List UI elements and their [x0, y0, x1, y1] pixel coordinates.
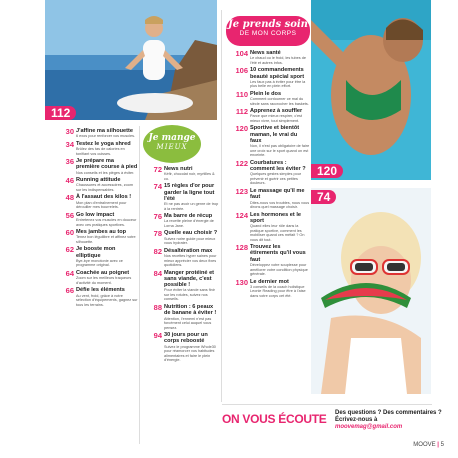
toc-title: Ma barre de récup [164, 213, 213, 220]
toc-title: J'affine ma silhouette [76, 128, 133, 134]
toc-page-number: 82 [153, 246, 162, 256]
yoga-photo [45, 0, 217, 120]
toc-title: Les hormones et le sport [250, 211, 301, 224]
toc-page-number: 64 [65, 268, 74, 278]
toc-title: Désaltération max [164, 247, 213, 254]
toc-title: Plein le dos [250, 90, 282, 97]
toc-page-number: 88 [153, 302, 162, 312]
toc-description: Brûlez des tas de calories en tonifiant vos cuisses. [76, 147, 125, 156]
toc-entry[interactable] [226, 212, 310, 243]
toc-entry[interactable] [226, 125, 310, 157]
section-subtitle: MIEUX [156, 143, 188, 151]
toc-page-number: 124 [235, 210, 248, 220]
toc-entry[interactable] [52, 141, 138, 156]
toc-title: Go low impact [76, 211, 115, 218]
toc-page-number: 120 [235, 124, 248, 134]
toc-title: Coachée au poignet [76, 269, 130, 276]
toc-description: Le chaud ou le froid, les tubes de l'été et autres infos. [250, 56, 306, 65]
toc-description: Les faux pas à éviter pour être la plus belle en plein effort. [250, 79, 306, 89]
toc-entry[interactable] [140, 166, 220, 181]
toc-page-number: 46 [65, 176, 74, 186]
toc-description: 3 conseils de la coach holistique Leonie Reading pour être à l'aise dans votre corps cet été. [250, 284, 306, 298]
toc-title: Sportive et bientôt maman, le vrai du faux [250, 125, 300, 145]
toc-entry[interactable] [226, 50, 310, 65]
toc-description: Mon plan d'entraînement pour dérouiller mes bourrelets. [76, 200, 127, 210]
toc-description: Pour éviter la viande sans finir sur les rotules, suivez nos conseils. [164, 288, 215, 302]
toc-entry[interactable] [52, 246, 138, 268]
section-badge-je-mange-mieux [143, 125, 201, 163]
toc-title: Mes jambes au top [76, 229, 127, 236]
toc-title: Running attitude [76, 177, 121, 184]
toc-title: Trouvez les étirements qu'il vous faut [250, 244, 306, 263]
toc-entry[interactable] [52, 270, 138, 285]
toc-title: Défie les éléments [76, 287, 125, 294]
toc-entry[interactable] [52, 177, 138, 192]
toc-description: Quand elles leur rôle dans la pratique sportive, comment les mobiliser quand ces méfait ? On vous dit tout. [250, 224, 305, 242]
toc-page-number: 60 [65, 228, 74, 238]
toc-title: Courbatures : comment les éviter ? [250, 159, 306, 173]
contact-email-link[interactable]: moovemag@gmail.com [335, 424, 403, 431]
toc-page-number: 94 [153, 331, 162, 341]
toc-entry[interactable] [226, 279, 310, 299]
toc-entry[interactable] [226, 108, 310, 123]
page-number-badge: 112 [45, 106, 76, 120]
toc-entry[interactable] [140, 230, 220, 245]
toc-description: Kéfir, chocolat noir, myrtilles & co. [164, 172, 215, 181]
toc-page-number: 112 [235, 107, 248, 117]
toc-description: Suivez le programme Whole30 pour réamorcer vos habitudes alimentaires et faire le plein d'énergie. [164, 344, 216, 363]
toc-page-number: 130 [235, 277, 248, 287]
toc-page-number: 122 [235, 158, 248, 168]
toc-description: Parce que mieux respirer, c'est mieux vivre, tout simplement. [250, 114, 303, 123]
toc-entry[interactable] [226, 160, 310, 186]
toc-entry[interactable] [52, 229, 138, 244]
section-title: Je prends soin [228, 19, 308, 30]
toc-title: Le dernier mot [250, 278, 289, 285]
toc-title: 15 règles d'or pour garder la ligne tout l'été [164, 183, 215, 202]
column-divider [221, 10, 222, 402]
toc-page-number: 34 [65, 139, 74, 149]
left-contents-column [52, 128, 138, 309]
toc-title: À l'assaut des kilos ! [76, 194, 132, 201]
toc-title: Nutrition : 6 peaux de banane à éviter ! [164, 303, 217, 317]
toc-title: Testez le yoga shred [76, 140, 131, 147]
toc-page-number: 66 [65, 286, 74, 296]
contact-question: Des questions ? Des commentaires ? [335, 410, 442, 416]
toc-entry[interactable] [52, 158, 138, 175]
toc-description: Au vent, froid, grâce à notre sélection d'équipements, gagnez sur tous les terrains. [76, 293, 138, 307]
toc-title: Manger protéiné et sans viande, c'est possible ! [164, 269, 215, 289]
toc-page-number: 106 [235, 66, 248, 76]
toc-description: Développez votre souplesse pour améliorer votre condition physique générale. [250, 263, 308, 277]
toc-entry[interactable] [140, 332, 220, 363]
toc-description: Nos recettes hyper saines pour mieux apprécier vos deux fixes quotidiens. [164, 254, 217, 268]
toc-title: Je prépare ma première course à pied [76, 158, 138, 171]
contact-prompt: Écrivez-nous à [335, 417, 378, 424]
toc-title: News nutri [164, 166, 193, 172]
toc-description: Attention, l'ennemi n'est pas forcément celui auquel vous pensez. [164, 316, 212, 330]
toc-title: 30 jours pour un corps reboosté [164, 332, 208, 345]
toc-page-number: 128 [235, 243, 248, 253]
toc-description: Chaussures et accessoires, zoom sur les indispensables. [76, 183, 133, 192]
toc-page-number: 76 [153, 212, 162, 222]
toc-description: Quelques gestes simples pour prévenir et guérir ces petites douleurs. [250, 172, 302, 186]
toc-page-number: 104 [235, 49, 248, 58]
reader-contact [335, 410, 442, 432]
toc-description: Zoom sur les meilleurs traqueurs d'activité du moment. [76, 276, 132, 285]
toc-entry[interactable] [140, 270, 220, 302]
toc-page-number: 36 [65, 157, 74, 167]
toc-entry[interactable] [140, 183, 220, 211]
toc-description: Bye-bye monotonie avec ce programme original. [76, 258, 123, 268]
toc-description: Non, il n'est pas obligatoire de faire une croix sur le sport quand on est enceinte. [250, 144, 310, 158]
toc-entry[interactable] [140, 213, 220, 228]
melon-photo [311, 188, 431, 394]
toc-page-number: 48 [65, 193, 74, 203]
toc-description: Et ne pas avoir un genre de trop à la rentrée. [164, 202, 219, 211]
toc-description: Nos conseils et les pièges à éviter. [76, 170, 135, 175]
toc-page-number: 110 [235, 89, 248, 99]
on-vous-ecoute-title: ON VOUS ÉCOUTE [222, 412, 327, 426]
toc-title: Je booste mon elliptique [76, 246, 116, 259]
toc-description: Dites-nous vos troubles, nous vous dirons quel massage choisir. [250, 200, 310, 210]
toc-page-number: 72 [153, 165, 162, 174]
toc-title: Quelle eau choisir ? [164, 230, 218, 237]
beach-photo [311, 0, 431, 180]
toc-entry[interactable] [52, 194, 138, 209]
toc-description: 6 exos pour renforcer vos muscles. [76, 134, 136, 139]
toc-page-number: 62 [65, 245, 74, 255]
toc-entry[interactable] [226, 244, 310, 276]
toc-title: Le massage qu'il me faut [250, 187, 305, 201]
toc-description: Comment contourner ce mal du siècle sans raccrocher les baskets. [250, 97, 309, 106]
toc-page-number: 74 [153, 182, 162, 192]
toc-description: Suivez notre guide pour mieux vous hydrater. [164, 236, 216, 246]
toc-title: Apprenez à souffler [250, 108, 303, 115]
toc-title: News santé [250, 50, 281, 56]
toc-description: La recette pleine d'énergie de Lorna Jane. [164, 219, 214, 228]
toc-entry[interactable] [52, 128, 138, 139]
toc-entry[interactable] [226, 91, 310, 106]
section-subtitle: DE MON CORPS [239, 30, 297, 37]
toc-page-number: 123 [235, 186, 248, 196]
toc-page-number: 78 [153, 229, 162, 239]
toc-title: 10 commandements beauté spécial sport [250, 67, 305, 80]
toc-description: Entretenez vos muscles en douceur avec ces pratiques sportives. [76, 218, 137, 227]
toc-entry[interactable] [226, 188, 310, 210]
toc-entry[interactable] [52, 287, 138, 307]
page-footer [413, 442, 444, 448]
toc-entry[interactable] [226, 67, 310, 89]
footer-separator: | [437, 442, 439, 448]
page-number-badge: 120 [311, 164, 343, 178]
toc-page-number: 30 [65, 127, 74, 136]
toc-page-number: 56 [65, 210, 74, 220]
toc-page-number: 84 [153, 268, 162, 278]
section-badge-je-prends-soin [226, 16, 310, 46]
toc-entry[interactable] [140, 248, 220, 268]
section-title: Je mange [148, 133, 196, 143]
middle-contents-column [140, 166, 220, 365]
toc-description: Tenez bon lèguilibre et affinez votre silhouette. [76, 235, 136, 244]
banner-divider [222, 404, 432, 405]
right-contents-column [226, 50, 310, 300]
footer-brand: MOOVE [413, 442, 436, 448]
toc-entry[interactable] [140, 304, 220, 330]
footer-page-number: 5 [440, 442, 444, 448]
toc-entry[interactable] [52, 212, 138, 227]
page-number-badge: 74 [311, 190, 336, 204]
